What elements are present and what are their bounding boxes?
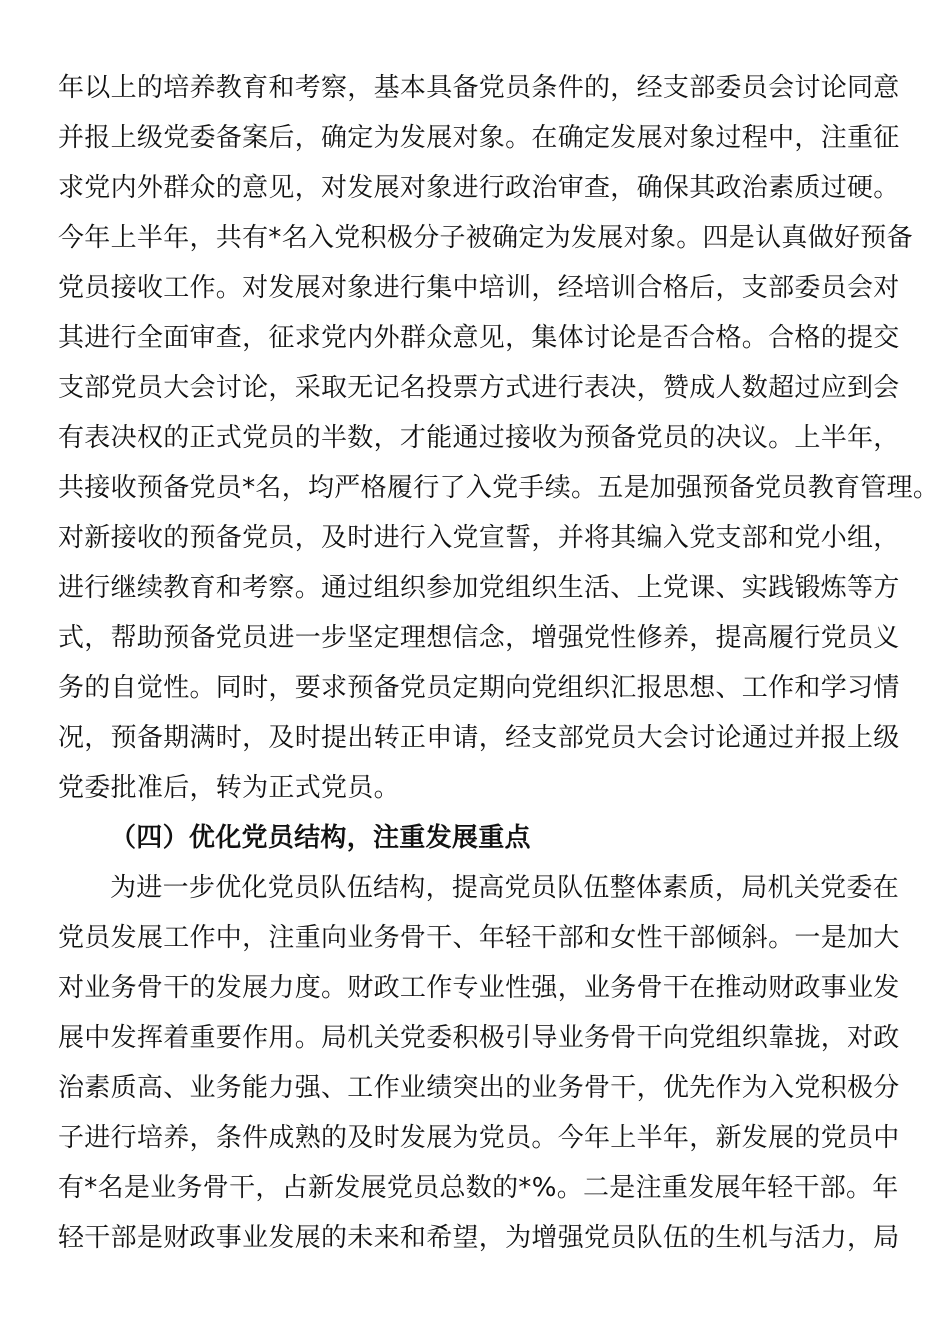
text-line: 党员发展工作中，注重向业务骨干、年轻干部和女性干部倾斜。一是加大 bbox=[58, 923, 900, 953]
text-line: 进行继续教育和考察。通过组织参加党组织生活、上党课、实践锻炼等方 bbox=[58, 573, 900, 603]
text-line: 治素质高、业务能力强、工作业绩突出的业务骨干，优先作为入党积极分 bbox=[58, 1073, 900, 1103]
text-line: 有*名是业务骨干，占新发展党员总数的*%。二是注重发展年轻干部。年 bbox=[58, 1173, 899, 1203]
text-line: 务的自觉性。同时，要求预备党员定期向党组织汇报思想、工作和学习情 bbox=[58, 673, 900, 703]
text-line: 为进一步优化党员队伍结构，提高党员队伍整体素质，局机关党委在 bbox=[110, 873, 900, 903]
text-line: 共接收预备党员*名，均严格履行了入党手续。五是加强预备党员教育管理。 bbox=[58, 473, 940, 503]
section-heading: （四）优化党员结构，注重发展重点 bbox=[110, 823, 531, 853]
text-line: 其进行全面审查，征求党内外群众意见，集体讨论是否合格。合格的提交 bbox=[58, 323, 900, 353]
text-line: 年以上的培养教育和考察，基本具备党员条件的，经支部委员会讨论同意 bbox=[58, 73, 900, 103]
text-line: 式，帮助预备党员进一步坚定理想信念，增强党性修养，提高履行党员义 bbox=[58, 623, 900, 653]
text-line: 子进行培养，条件成熟的及时发展为党员。今年上半年，新发展的党员中 bbox=[58, 1123, 900, 1153]
text-line: 轻干部是财政事业发展的未来和希望，为增强党员队伍的生机与活力，局 bbox=[58, 1223, 900, 1253]
text-line: 并报上级党委备案后，确定为发展对象。在确定发展对象过程中，注重征 bbox=[58, 123, 900, 153]
text-line: 有表决权的正式党员的半数，才能通过接收为预备党员的决议。上半年， bbox=[58, 423, 900, 453]
text-line: 对业务骨干的发展力度。财政工作专业性强，业务骨干在推动财政事业发 bbox=[58, 973, 900, 1003]
text-line: 对新接收的预备党员，及时进行入党宣誓，并将其编入党支部和党小组， bbox=[58, 523, 900, 553]
text-line: 展中发挥着重要作用。局机关党委积极引导业务骨干向党组织靠拢，对政 bbox=[58, 1023, 900, 1053]
text-line: 求党内外群众的意见，对发展对象进行政治审查，确保其政治素质过硬。 bbox=[58, 173, 900, 203]
text-line: 党委批准后，转为正式党员。 bbox=[58, 773, 400, 803]
text-line: 党员接收工作。对发展对象进行集中培训，经培训合格后，支部委员会对 bbox=[58, 273, 900, 303]
text-line: 支部党员大会讨论，采取无记名投票方式进行表决，赞成人数超过应到会 bbox=[58, 373, 900, 403]
text-line: 况，预备期满时，及时提出转正申请，经支部党员大会讨论通过并报上级 bbox=[58, 723, 900, 753]
text-line: 今年上半年，共有*名入党积极分子被确定为发展对象。四是认真做好预备 bbox=[58, 223, 913, 253]
